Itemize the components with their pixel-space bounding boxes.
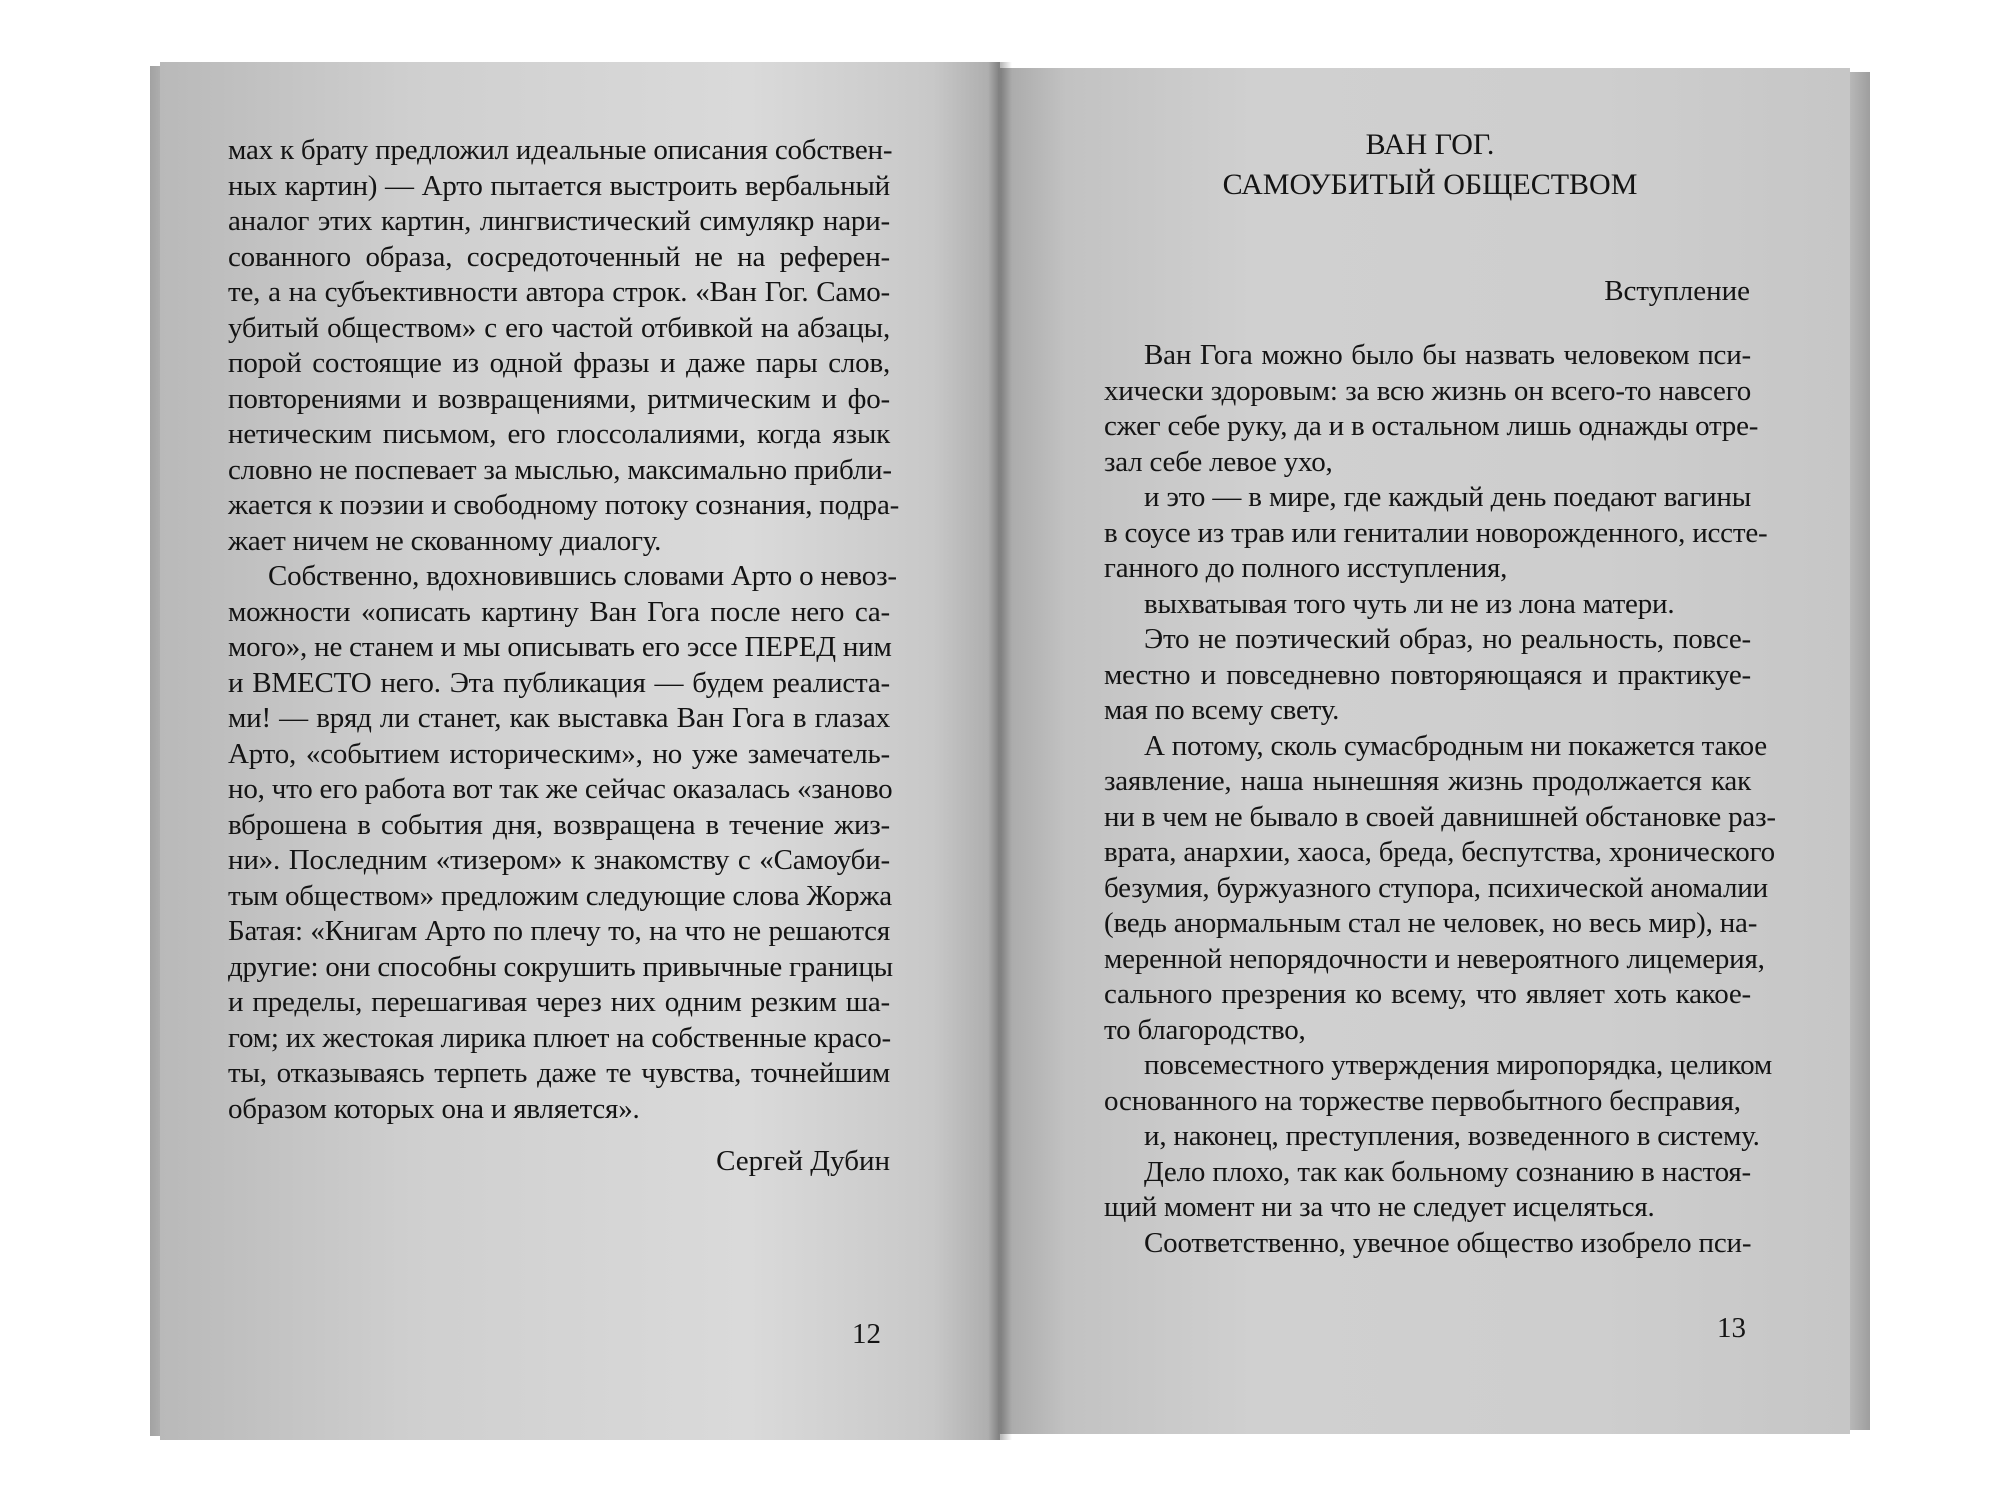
text-line: жается к поэзии и свободному потоку сознания, подра-	[228, 489, 900, 521]
chapter-title-line1: ВАН ГОГ.	[1365, 128, 1495, 161]
text-line: ни». Последним «тизером» к знакомству с «Самоуби-	[228, 844, 890, 876]
text-line: основанного на торжестве первобытного бесправия,	[1104, 1084, 1741, 1117]
text-line: образом которых она и является».	[228, 1092, 640, 1125]
text-line: сжег себе руку, да и в остальном лишь однажды отре-	[1104, 410, 1759, 442]
text-line: другие: они способны сокрушить привычные границы	[228, 950, 893, 983]
text-line: ни в чем не бывало в своей давнишней обстановке раз-	[1104, 800, 1776, 833]
text-line: в соусе из трав или гениталии новорожденного, исстe-	[1104, 516, 1768, 549]
text-line: Арто, «событием историческим», но уже замечатель-	[228, 737, 890, 770]
text-line: Дело плохо, так как больному сознанию в настоя-	[1144, 1155, 1751, 1188]
text-line: сального презрения ко всему, что являет хоть какое-	[1104, 978, 1751, 1010]
text-line: нетическим письмом, его глоссолалиями, когда язык	[228, 418, 890, 450]
text-line: меренной непорядочности и невероятного лицемерия,	[1104, 942, 1765, 975]
text-line: заявление, наша нынешняя жизнь продолжается как	[1104, 765, 1751, 797]
chapter-title-line2: САМОУБИТЫЙ ОБЩЕСТВОМ	[1222, 168, 1638, 201]
text-line: но, что его работа вот так же сейчас оказалась «заново	[228, 773, 893, 805]
text-line: мого», не станем и мы описывать его эссе ПЕРЕД ним	[228, 631, 892, 663]
text-line: Батая: «Книгам Арто по плечу то, на что не решаются	[228, 915, 890, 947]
text-line: повторениями и возвращениями, ритмическим и фо-	[228, 382, 890, 415]
text-line: сованного образа, сосредоточенный не на референ-	[228, 240, 890, 273]
author-signature: Сергей Дубин	[716, 1145, 890, 1177]
text-line: щий момент ни за что не следует исцеляться.	[1104, 1191, 1655, 1223]
text-line: мая по всему свету.	[1104, 694, 1340, 726]
text-line: Собственно, вдохновившись словами Арто о невоз-	[268, 560, 897, 592]
text-line: словно не поспевает за мыслью, максимально прибли-	[228, 453, 892, 486]
text-line: ных картин) — Арто пытается выстроить вербальный	[228, 169, 890, 202]
text-line: хически здоровым: за всю жизнь он всего-то навсего	[1104, 374, 1751, 407]
text-line: и это — в мире, где каждый день поедают вагины	[1144, 481, 1751, 513]
text-line: можности «описать картину Ван Гога после него са-	[228, 595, 890, 628]
text-line: вброшена в события дня, возвращена в течение жиз-	[228, 808, 890, 841]
text-line: ганного до полного исступления,	[1104, 552, 1508, 584]
text-line: тым обществом» предложим следующие слова Жоржа	[228, 879, 892, 912]
text-line: то благородство,	[1104, 1013, 1306, 1046]
text-line: местно и повседневно повторяющаяся и практикуе-	[1104, 658, 1751, 691]
page-number-left: 12	[852, 1318, 881, 1350]
text-line: врата, анархии, хаоса, бреда, беспутства, хронического	[1104, 836, 1775, 868]
text-line: и, наконец, преступления, возведенного в систему.	[1144, 1120, 1760, 1152]
text-line: ты, отказываясь терпеть даже те чувства, точнейшим	[228, 1057, 890, 1089]
right-page-body	[1104, 338, 1776, 1261]
text-line: Это не поэтический образ, но реальность, повсе-	[1144, 623, 1751, 655]
text-line: повсеместного утверждения миропорядка, целиком	[1144, 1049, 1773, 1081]
text-line: безумия, буржуазного ступора, психической аномалии	[1104, 871, 1768, 904]
text-line: ми! — вряд ли станет, как выставка Ван Гога в глазах	[228, 702, 890, 734]
text-line: гом; их жестокая лирика плюет на собственные красо-	[228, 1021, 891, 1054]
text-line: аналог этих картин, лингвистический симулякр нари-	[228, 205, 890, 237]
text-line: Соответственно, увечное общество изобрело пси-	[1144, 1226, 1752, 1259]
book-gutter	[988, 62, 1012, 1440]
text-line: порой состоящие из одной фразы и даже пары слов,	[228, 347, 890, 379]
text-line: убитый обществом» с его частой отбивкой на абзацы,	[228, 311, 890, 344]
text-line: выхватывая того чуть ли не из лона матери.	[1144, 587, 1675, 620]
text-line: А потому, сколь сумасбродным ни покажется такое	[1144, 729, 1767, 762]
text-line: жает ничем не скованному диалогу.	[228, 524, 662, 557]
text-line: и пределы, перешагивая через них одним резким ша-	[228, 986, 890, 1018]
text-line: и ВМЕСТО него. Эта публикация — будем реалиста-	[228, 666, 890, 699]
text-line: Ван Гога можно было бы назвать человеком пси-	[1144, 339, 1751, 371]
text-line: зал себе левое ухо,	[1104, 445, 1333, 478]
text-line: мах к брату предложил идеальные описания собствен-	[228, 134, 893, 166]
left-page-body	[228, 133, 900, 1127]
page-number-right: 13	[1717, 1312, 1746, 1344]
text-line: (ведь анормальным стал не человек, но весь мир), на-	[1104, 907, 1758, 939]
text-line: те, а на субъективности автора строк. «Ван Гог. Само-	[228, 276, 890, 308]
section-heading: Вступление	[1604, 275, 1750, 307]
chapter-title	[1140, 125, 1720, 205]
